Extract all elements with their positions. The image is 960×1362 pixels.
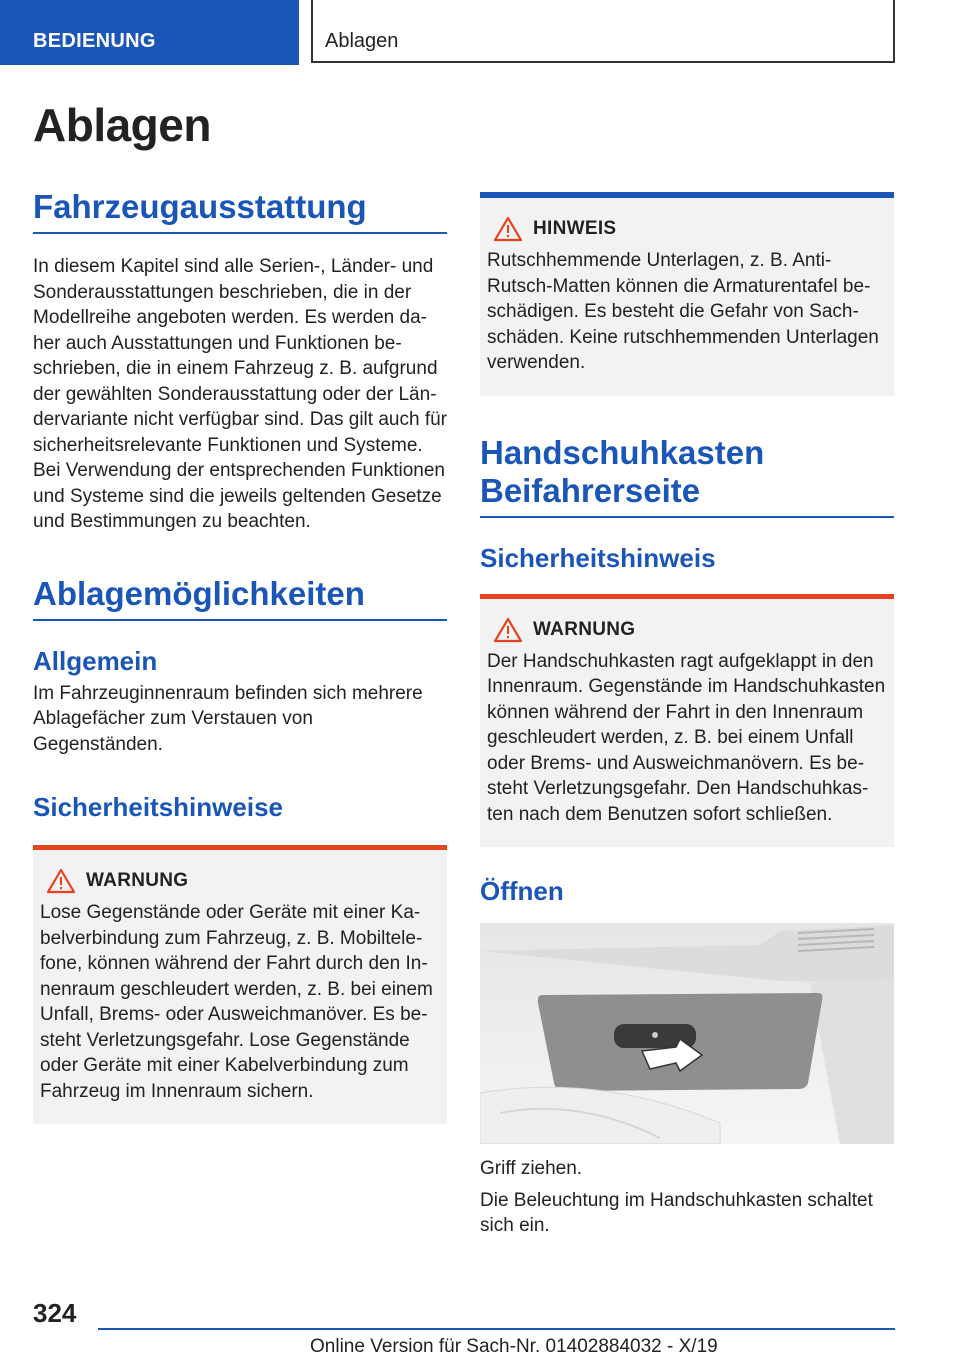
warning-triangle-icon bbox=[493, 617, 523, 643]
paragraph-allgemein: Im Fahrzeuginnenraum befinden sich mehrere Ablagefächer zum Verstauen von Gegenständen. bbox=[33, 682, 423, 755]
warning-box-handschuhkasten bbox=[480, 594, 894, 848]
page-number: 324 bbox=[33, 1298, 77, 1328]
warning-triangle-icon bbox=[493, 216, 523, 242]
glovebox-photo bbox=[480, 923, 894, 1144]
footer-divider bbox=[98, 1328, 895, 1330]
page-title: Ablagen bbox=[33, 99, 211, 151]
hint-text: Rutschhemmende Unterlagen, z. B. Anti-Rutsch-Matten können die Armaturentafel beschädigen. Es besteht die Gefahr von Sachschäden. Keine rutschhemmenden Unterlagen verwenden. bbox=[487, 250, 879, 373]
heading-sicherheitshinweise: Sicherheitshinweise bbox=[33, 792, 283, 822]
warning-text: Lose Gegenstände oder Geräte mit einer Kabelverbindung zum Fahrzeug, z. B. Mobiltelefone, können während der Fahrt durch den Innenraum geschleudert werden, z. B. bei einem Unfall, Brems- oder Ausweichmanöver. Es besteht Verletzungsgefahr. Lose Gegenstände oder Geräte mit einer Kabelverbindung zum Fahrzeug im Innenraum sichern. bbox=[40, 902, 433, 1102]
heading-ablagemoeglichkeiten: Ablagemöglichkeiten bbox=[33, 575, 447, 621]
left-column bbox=[33, 188, 447, 1124]
step-1: Griff ziehen. bbox=[480, 1158, 583, 1179]
glovebox-illustration bbox=[480, 923, 894, 1144]
heading-handschuhkasten bbox=[480, 434, 894, 518]
heading-oeffnen: Öffnen bbox=[480, 876, 564, 906]
footer-online-version: Online Version für Sach-Nr. 01402884032 - X/19 bbox=[310, 1336, 718, 1357]
heading-allgemein: Allgemein bbox=[33, 645, 158, 676]
heading-sicherheitshinweis: Sicherheitshinweis bbox=[480, 542, 716, 573]
heading-fahrzeugausstattung: Fahrzeugausstattung bbox=[33, 188, 447, 234]
heading-handschuhkasten-line1: Handschuhkasten bbox=[480, 433, 765, 471]
warning-title: WARNUNG bbox=[86, 870, 189, 891]
warning-title: WARNUNG bbox=[533, 618, 636, 640]
step-2: Die Beleuchtung im Handschuhkasten schaltet sich ein. bbox=[480, 1189, 873, 1236]
hint-title: HINWEIS bbox=[533, 218, 617, 239]
paragraph-fahrzeugausstattung: In diesem Kapitel sind alle Serien-, Länder- und Sonderausstattungen beschrieben, die in der Modellreihe angeboten werden. Es werden daher auch Ausstattungen und Funktionen beschrieben, die in einem Fahrzeug z. B. aufgrund der gewählten Sonderausstattung oder der Ländervariante nicht verfügbar sind. Das gilt auch für sicherheitsrelevante Funktionen und Systeme. Bei Verwendung der entsprechenden Funktionen und Systeme sind die jeweils geltenden Gesetze und Bestimmungen zu beachten. bbox=[33, 256, 447, 532]
heading-handschuhkasten-line2: Beifahrerseite bbox=[480, 471, 701, 509]
chapter-header: Ablagen bbox=[311, 0, 895, 63]
warning-triangle-icon bbox=[46, 868, 76, 894]
hint-box bbox=[480, 192, 894, 396]
warning-text: Der Handschuhkasten ragt aufgeklappt in den Innenraum. Gegenstände im Handschuhkasten können während der Fahrt in den Innenraum geschleudert werden, z. B. bei einem Unfall oder Brems- und Ausweichmanövern. Es besteht Verletzungsgefahr. Den Handschuhkasten nach dem Benutzen sofort schließen. bbox=[487, 650, 886, 825]
warning-box bbox=[33, 845, 447, 1124]
section-tab[interactable]: BEDIENUNG bbox=[0, 0, 299, 65]
right-column bbox=[480, 192, 894, 1239]
